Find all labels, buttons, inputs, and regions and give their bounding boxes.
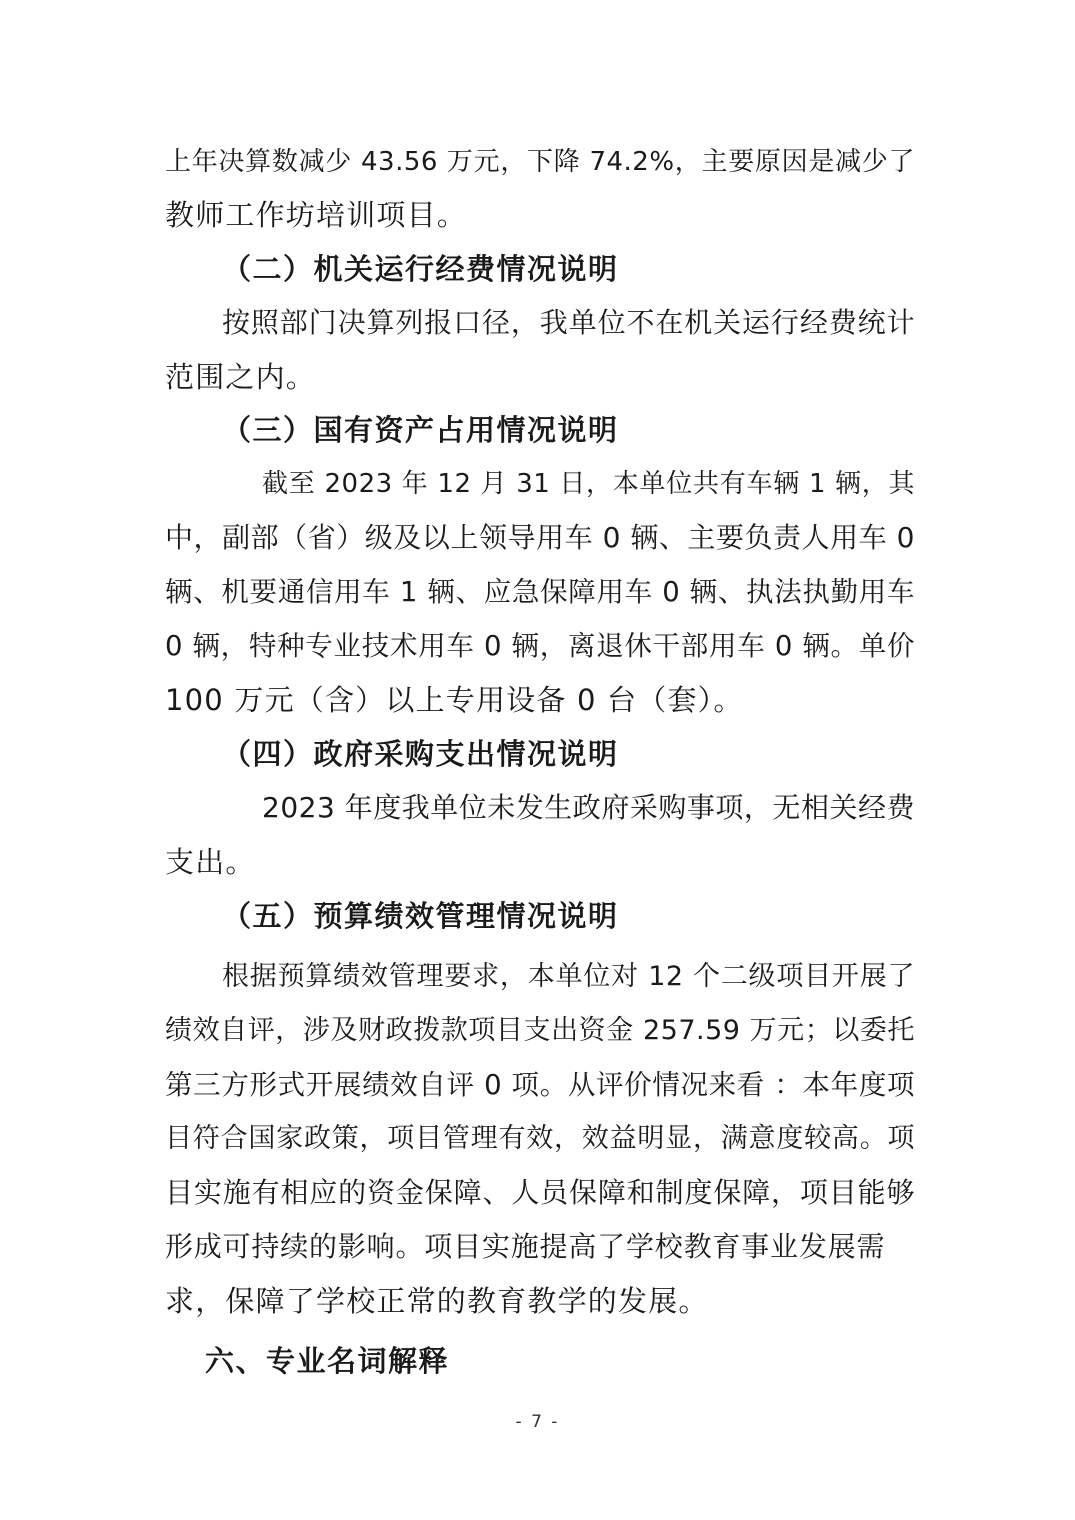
paragraph-line: 中，副部（省）级及以上领导用车 0 辆、主要负责人用车 0	[165, 521, 915, 554]
paragraph-line: 100 万元（含）以上专用设备 0 台（套）。	[165, 683, 744, 717]
paragraph-line: 绩效自评，涉及财政拨款项目支出资金 257.59 万元；以委托	[165, 1015, 915, 1046]
paragraph-line: 求，保障了学校正常的教育教学的发展。	[165, 1284, 709, 1318]
paragraph-line: 根据预算绩效管理要求，本单位对 12 个二级项目开展了	[222, 961, 915, 992]
paragraph-line: 0 辆，特种专业技术用车 0 辆，离退休干部用车 0 辆。单价	[165, 630, 915, 662]
paragraph-line: 2023 年度我单位未发生政府采购事项，无相关经费	[262, 791, 915, 824]
section-heading-6: 六、专业名词解释	[205, 1344, 450, 1378]
paragraph-line: 按照部门决算列报口径，我单位不在机关运行经费统计	[222, 306, 915, 339]
paragraph-line: 教师工作坊培训项目。	[165, 198, 468, 232]
section-heading-3: （三）国有资产占用情况说明	[222, 413, 619, 447]
paragraph-line: 目实施有相应的资金保障、人员保障和制度保障，项目能够	[165, 1176, 915, 1209]
paragraph-line: 辆、机要通信用车 1 辆、应急保障用车 0 辆、执法执勤用车	[165, 576, 915, 608]
paragraph-line: 形成可持续的影响。项目实施提高了学校教育事业发展需	[165, 1230, 885, 1263]
paragraph-line: 支出。	[165, 845, 256, 879]
page-number: - 7 -	[515, 1412, 560, 1432]
section-heading-2: （二）机关运行经费情况说明	[222, 252, 619, 286]
paragraph-line: 第三方形式开展绩效自评 0 项。从评价情况来看 ：本年度项	[165, 1069, 915, 1101]
section-heading-4: （四）政府采购支出情况说明	[222, 737, 619, 771]
paragraph-line: 范围之内。	[165, 360, 317, 394]
paragraph-line: 目符合国家政策，项目管理有效，效益明显，满意度较高。项	[165, 1123, 915, 1154]
paragraph-line: 上年决算数减少 43.56 万元，下降 74.2%，主要原因是减少了	[165, 147, 915, 177]
paragraph-line: 截至 2023 年 12 月 31 日，本单位共有车辆 1 辆，其	[262, 469, 915, 499]
section-heading-5: （五）预算绩效管理情况说明	[222, 899, 619, 933]
